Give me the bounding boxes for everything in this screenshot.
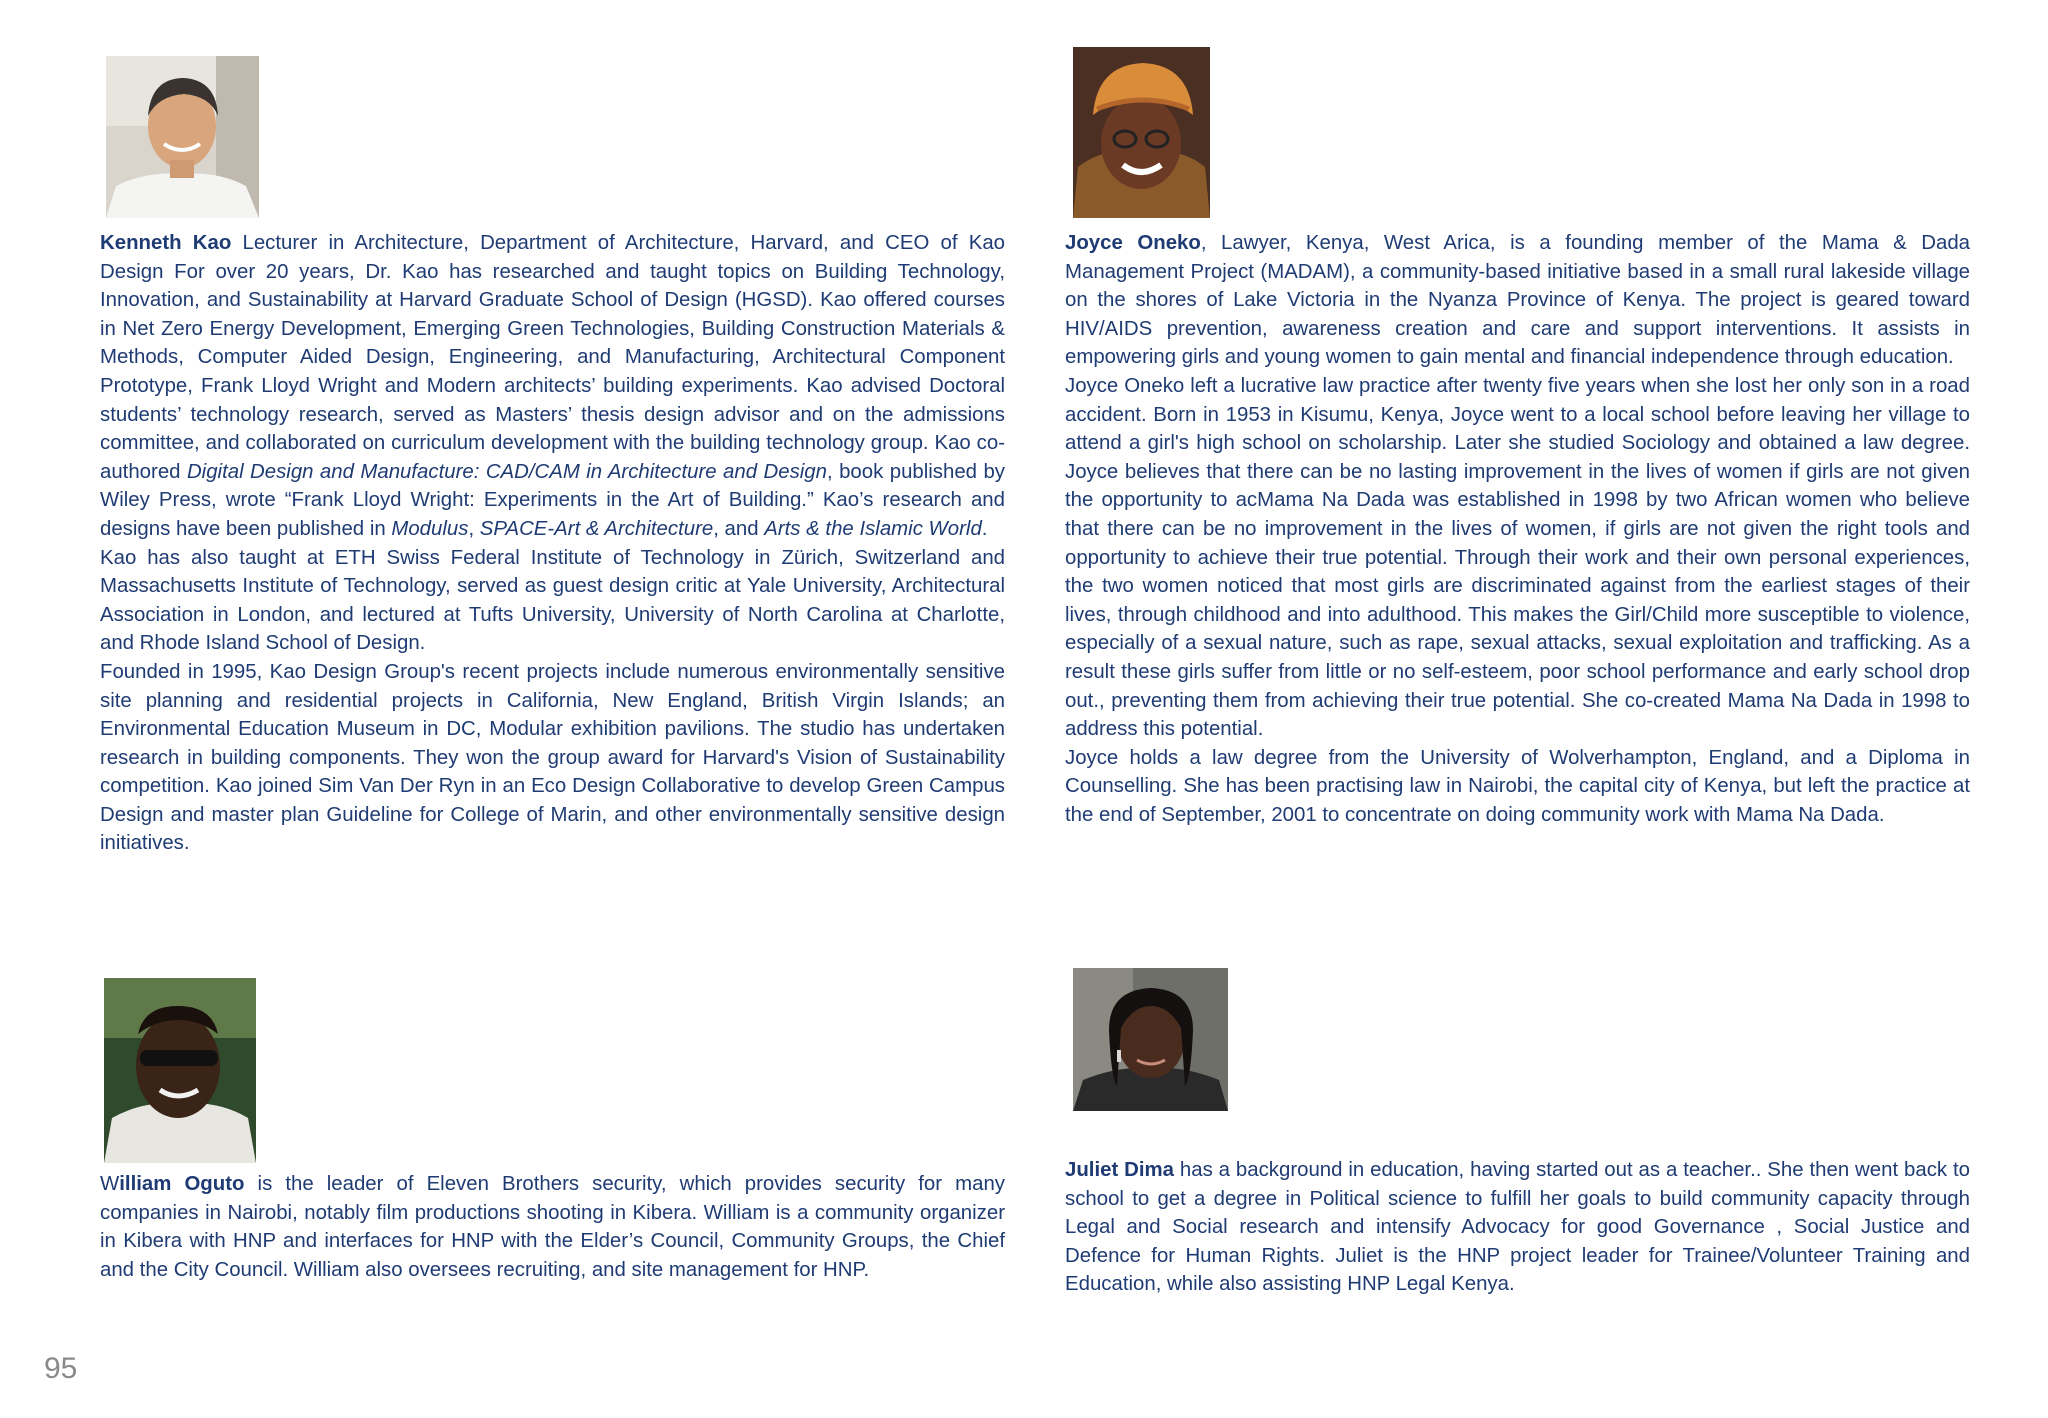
kenneth-kao-name: Kenneth Kao xyxy=(100,232,232,254)
kenneth-kao-bio xyxy=(100,229,1005,858)
kenneth-kao-pub-arts: Arts & the Islamic World xyxy=(764,517,982,540)
kenneth-kao-pub-space: SPACE-Art & Architecture xyxy=(479,517,714,540)
joyce-oneko-paragraph-3: Joyce holds a law degree from the University of Wolverhampton, England, and a Diploma in Counselling. She has been practising law in Nairobi, the capital city of Kenya, but left the practice at the end of September, 2001 to concentrate on doing community work with Mama Na Dada. xyxy=(1065,746,1970,826)
joyce-oneko-paragraph-1 xyxy=(1065,229,1970,372)
joyce-oneko-bio xyxy=(1065,229,1970,829)
juliet-dima-name: Juliet Dima xyxy=(1065,1159,1175,1181)
william-oguto-text-1: is the leader of Eleven Brothers security, which provides security for many companies in Nairobi, notably film productions shooting in Kibera. William is a community organizer in Kibera with HNP and interfaces for HNP with the Elder’s Council, Community Groups, the Chief and the City Council. William also oversees recruiting, and site management for HNP. xyxy=(100,1173,1005,1281)
kenneth-kao-text-1a: Lecturer in Architecture, Department of Architecture, Harvard, and CEO of Kao Design For over 20 years, Dr. Kao has researched and taught topics on Building Technology, Innovation, and Sustainability at Harvard Graduate School of Design (HGSD). Kao offered courses in Net Zero Energy Development, Emerging Green Technologies, Building Construction Materials & Methods, Computer Aided Design, Engineering, and Manufacturing, Architectural Component Prototype, Frank Lloyd Wright and Modern architects’ building experiments. Kao advised Doctoral students’ technology research, served as Masters’ thesis design advisor and on the admissions committee, and collaborated on curriculum development with the building technology group. Kao co-authored xyxy=(100,232,1005,483)
kenneth-kao-photo xyxy=(106,56,259,218)
william-oguto-bio xyxy=(100,1170,1005,1284)
william-oguto-name: illiam Oguto xyxy=(119,1173,245,1195)
kenneth-kao-paragraph-2: Kao has also taught at ETH Swiss Federal Institute of Technology in Zürich, Switzerland and Massachusetts Institute of Technology, served as guest design critic at Yale University, Architectural Association in London, and lectured at Tufts University, University of North Carolina at Charlotte, and Rhode Island School of Design. xyxy=(100,546,1005,655)
kenneth-kao-book-title: Digital Design and Manufacture: CAD/CAM in Architecture and Design xyxy=(186,460,827,483)
juliet-dima-paragraph-1 xyxy=(1065,1156,1970,1299)
kenneth-kao-text-1b: , book published by Wiley Press, wrote “Frank Lloyd Wright: Experiments in the Art of Building.” Kao’s research and designs have been published in xyxy=(100,460,1005,540)
joyce-oneko-name: Joyce Oneko xyxy=(1065,232,1201,254)
william-oguto-photo xyxy=(104,978,256,1163)
juliet-dima-photo xyxy=(1073,968,1228,1111)
kenneth-kao-paragraph-1 xyxy=(100,229,1005,544)
kenneth-kao-separator-2: , and xyxy=(713,517,765,540)
page-number: 95 xyxy=(44,1352,78,1385)
juliet-dima-text-1: has a background in education, having started out as a teacher.. She then went back to school to get a degree in Political science to fulfill her goals to build community capacity through Legal and Social research and intensify Advocacy for good Governance , Social Justice and Defence for Human Rights. Juliet is the HNP project leader for Trainee/Volunteer Training and Education, while also assisting HNP Legal Kenya. xyxy=(1065,1159,1970,1296)
juliet-dima-bio xyxy=(1065,1156,1970,1299)
joyce-oneko-paragraph-2: Joyce Oneko left a lucrative law practice after twenty five years when she lost her only son in a road accident. Born in 1953 in Kisumu, Kenya, Joyce went to a local school before leaving her village to attend a girl's high school on scholarship. Later she studied Sociology and obtained a law degree. Joyce believes that there can be no lasting improvement in the lives of women if girls are not given the opportunity to acMama Na Dada was established in 1998 by two African women who believe that there can be no improvement in the lives of women, if girls are not given the right tools and opportunity to achieve their true potential. Through their work and their own personal experiences, the two women noticed that most girls are discriminated against from the earliest stages of their lives, through childhood and into adulthood. This makes the Girl/Child more susceptible to violence, especially of a sexual nature, such as rape, sexual attacks, sexual exploitation and trafficking. As a result these girls suffer from little or no self-esteem, poor school performance and early school drop out., preventing them from achieving their true potential. She co-created Mama Na Dada in 1998 to address this potential. xyxy=(1065,374,1970,741)
joyce-oneko-text-1: , Lawyer, Kenya, West Arica, is a founding member of the Mama & Dada Management Project (MADAM), a community-based initiative based in a small rural lakeside village on the shores of Lake Victoria in the Nyanza Province of Kenya. The project is geared toward HIV/AIDS prevention, awareness creation and care and support interventions. It assists in empowering girls and young women to gain mental and financial independence through education. xyxy=(1065,232,1970,369)
william-oguto-name-initial: W xyxy=(100,1173,120,1195)
joyce-oneko-photo xyxy=(1073,47,1210,218)
kenneth-kao-paragraph-3: Founded in 1995, Kao Design Group's recent projects include numerous environmentally sensitive site planning and residential projects in California, New England, British Virgin Islands; an Environmental Education Museum in DC, Modular exhibition pavilions. The studio has undertaken research in building components. They won the group award for Harvard's Vision of Sustainability competition. Kao joined Sim Van Der Ryn in an Eco Design Collaborative to develop Green Campus Design and master plan Guideline for College of Marin, and other environmentally sensitive design initiatives. xyxy=(100,660,1005,855)
kenneth-kao-separator-1: , xyxy=(468,517,480,540)
kenneth-kao-pub-modulus: Modulus xyxy=(391,517,469,540)
kenneth-kao-end-period: . xyxy=(981,517,988,540)
william-oguto-paragraph-1 xyxy=(100,1170,1005,1284)
